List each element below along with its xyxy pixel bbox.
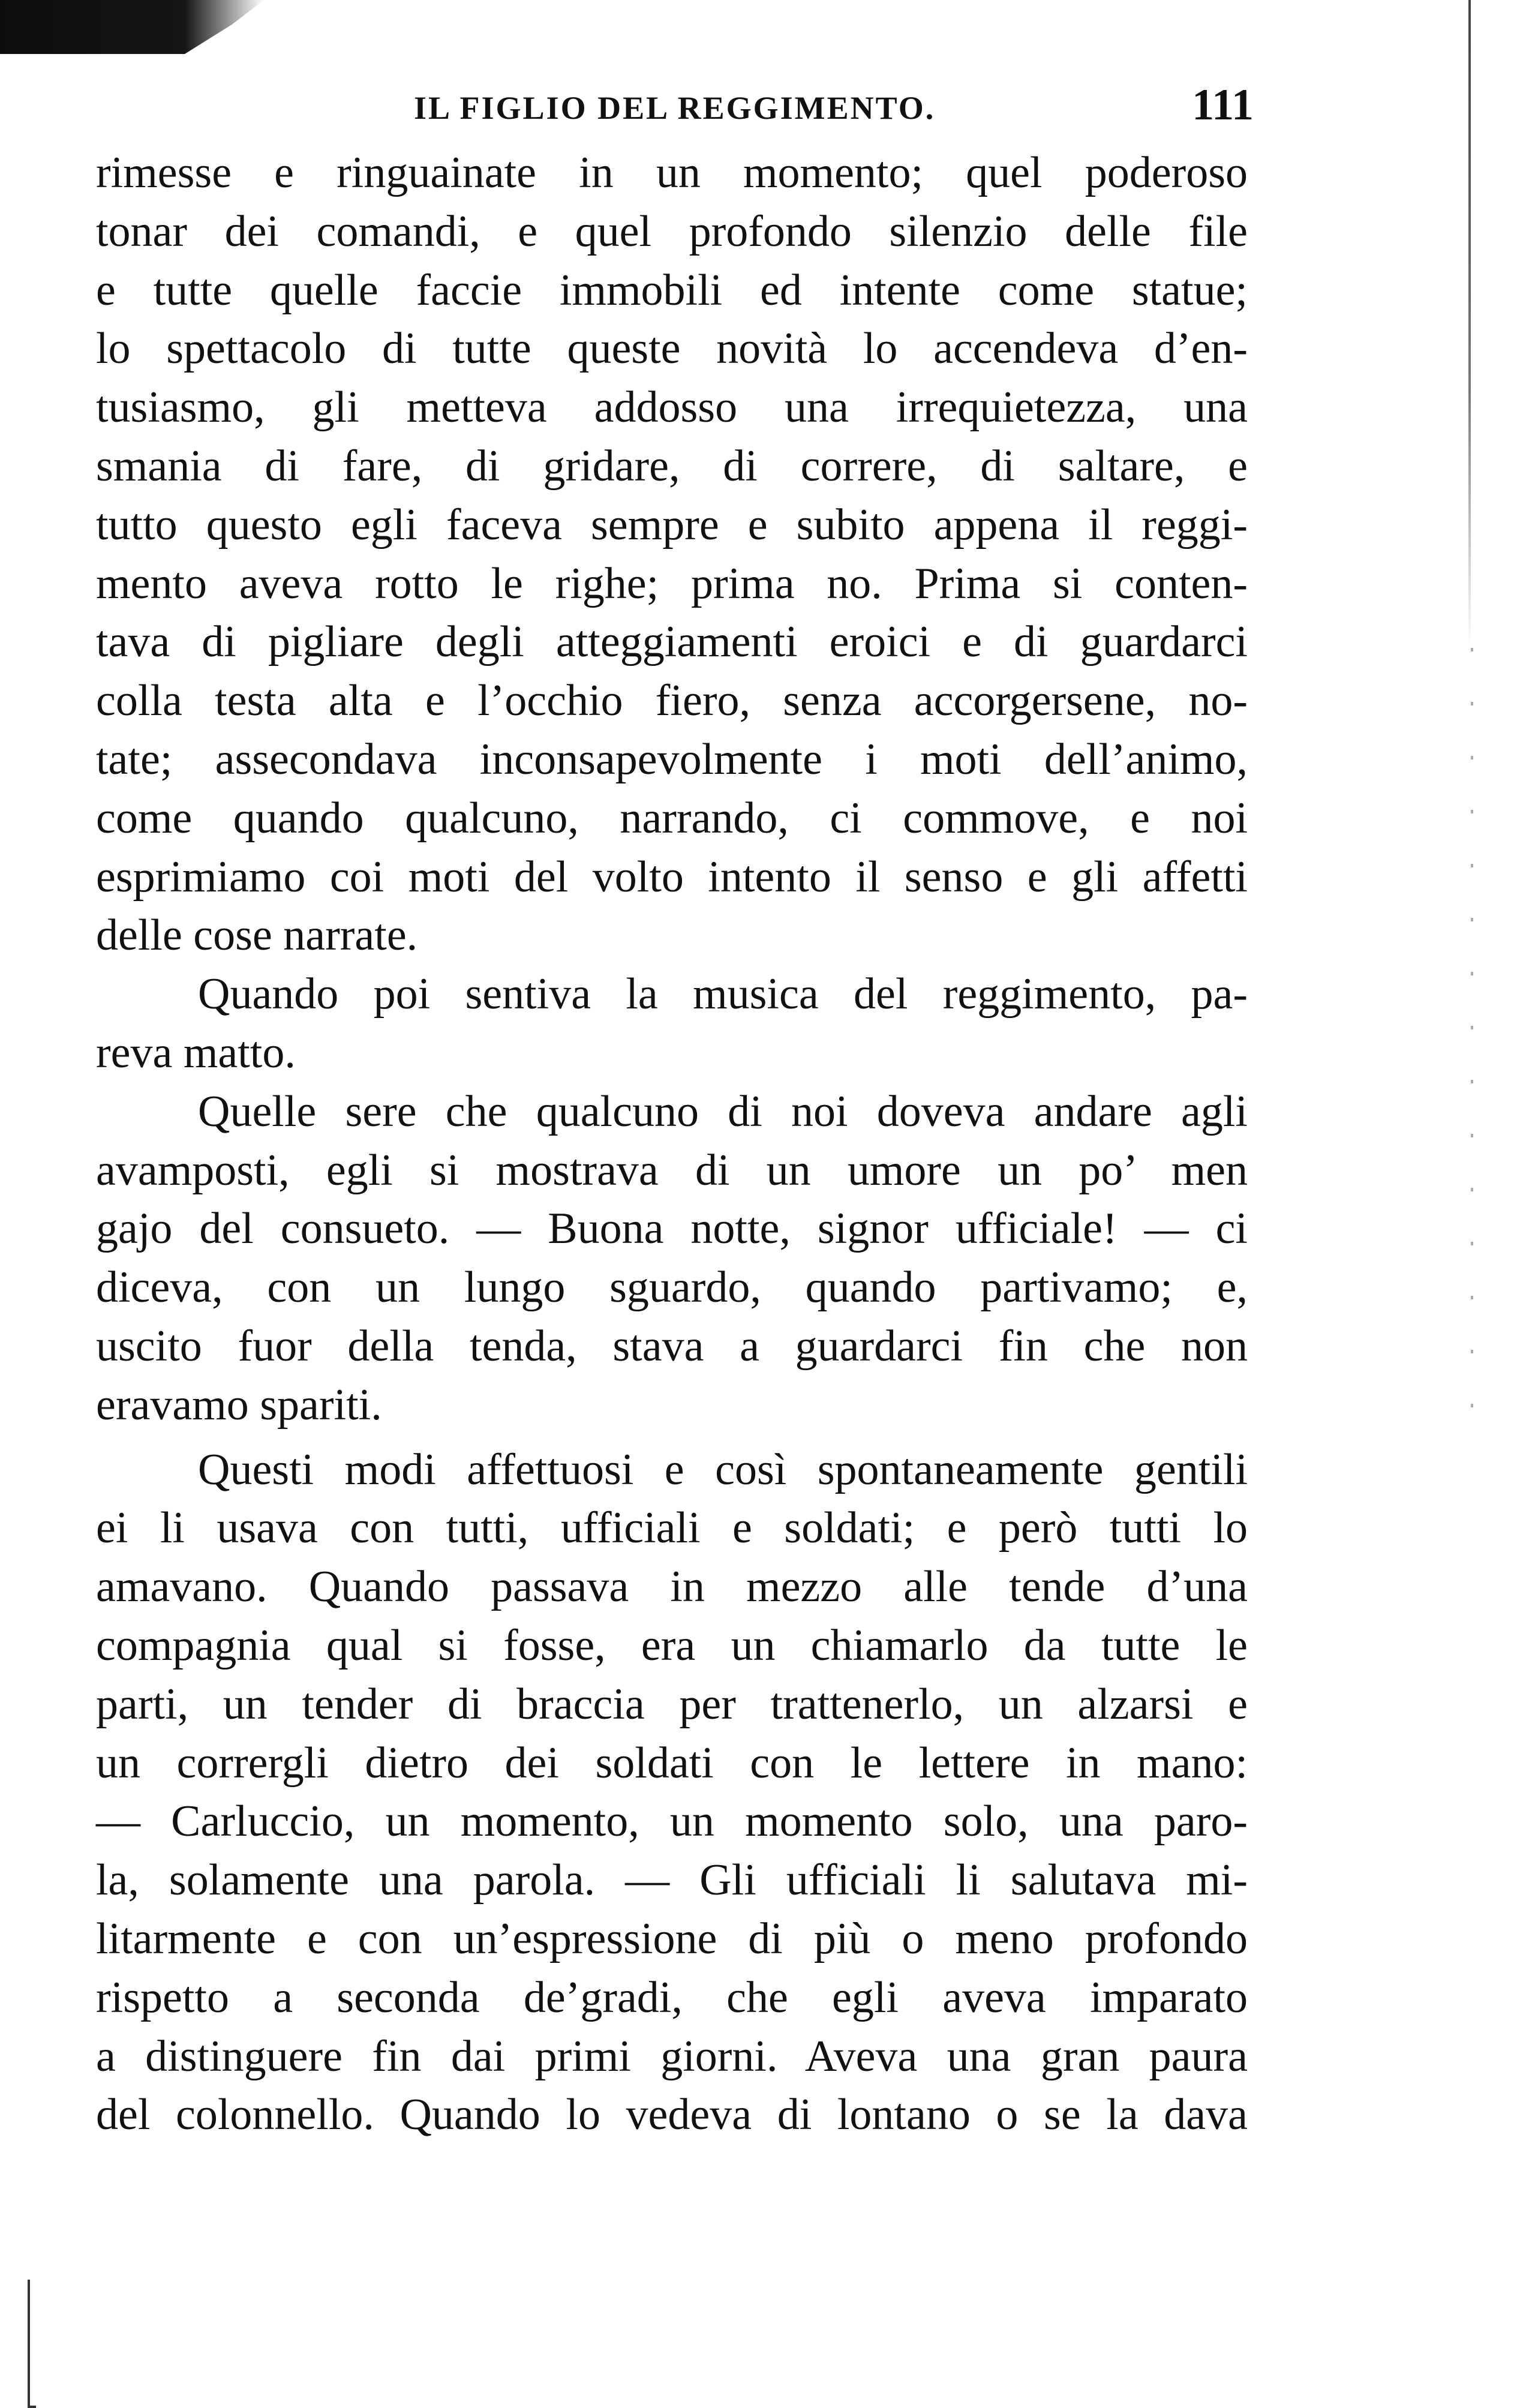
paragraph [96, 965, 1248, 1083]
text-line: amavano. Quando passava in mezzo alle tende d’una [96, 1562, 1248, 1612]
body-text [96, 144, 1248, 2145]
text-line: tusiasmo, gli metteva addosso una irrequietezza, una [96, 383, 1248, 433]
paragraph [96, 1083, 1248, 1435]
running-head: IL FIGLIO DEL REGGIMENTO. [414, 90, 936, 126]
paragraph [96, 144, 1248, 965]
text-line: tutto questo egli faceva sempre e subito appena il reggi- [96, 500, 1248, 550]
text-line: ei li usava con tutti, ufficiali e soldati; e però tutti lo [96, 1503, 1248, 1553]
text-line: colla testa alta e l’occhio fiero, senza accorgersene, no- [96, 676, 1248, 726]
text-line: del colonnello. Quando lo vedeva di lontano o se la dava [96, 2090, 1248, 2140]
text-line: rispetto a seconda de’gradi, che egli aveva imparato [96, 1972, 1248, 2022]
text-line: tava di pigliare degli atteggiamenti eroici e di guardarci [96, 617, 1248, 667]
text-line: un corrergli dietro dei soldati con le lettere in mano: [96, 1738, 1248, 1788]
paragraph [96, 1441, 1248, 2145]
text-line: e tutte quelle faccie immobili ed intente come statue; [96, 265, 1248, 315]
scan-artifact-bracket [28, 2280, 36, 2408]
text-line: Quando poi sentiva la musica del reggimento, pa- [198, 969, 1248, 1019]
paragraph-gap [96, 1435, 1248, 1441]
text-line: smania di fare, di gridare, di correre, di saltare, e [96, 441, 1248, 491]
text-line: litarmente e con un’espressione di più o meno profondo [96, 1914, 1248, 1963]
text-line: come quando qualcuno, narrando, ci commove, e noi [96, 793, 1248, 843]
text-line: la, solamente una parola. — Gli ufficiali li salutava mi- [96, 1855, 1248, 1905]
text-line: delle cose narrate. [96, 911, 418, 960]
text-line: eravamo spariti. [96, 1380, 382, 1430]
text-line: tate; assecondava inconsapevolmente i moti dell’animo, [96, 734, 1248, 784]
text-line: avamposti, egli si mostrava di un umore un po’ men [96, 1145, 1248, 1195]
text-line: gajo del consueto. — Buona notte, signor ufficiale! — ci [96, 1204, 1248, 1254]
text-line: lo spettacolo di tutte queste novità lo accendeva d’en- [96, 324, 1248, 374]
scan-artifact-edge [1468, 0, 1471, 648]
text-line: mento aveva rotto le righe; prima no. Prima si conten- [96, 559, 1248, 608]
text-line: Questi modi affettuosi e così spontaneamente gentili [198, 1445, 1248, 1494]
text-line: a distinguere fin dai primi giorni. Aveva una gran paura [96, 2031, 1248, 2081]
scan-artifact-corner [0, 0, 264, 54]
text-line: diceva, con un lungo sguardo, quando partivamo; e, [96, 1263, 1248, 1313]
scan-artifact-dots [1471, 648, 1473, 1428]
text-line: uscito fuor della tenda, stava a guardarci fin che non [96, 1321, 1248, 1371]
text-line: parti, un tender di braccia per trattenerlo, un alzarsi e [96, 1679, 1248, 1729]
text-line: Quelle sere che qualcuno di noi doveva andare agli [198, 1086, 1248, 1136]
text-line: compagnia qual si fosse, era un chiamarlo da tutte le [96, 1620, 1248, 1670]
page-number: 111 [1192, 80, 1254, 130]
text-line: — Carluccio, un momento, un momento solo, una paro- [96, 1797, 1248, 1846]
text-line: reva matto. [96, 1028, 296, 1077]
text-line: rimesse e ringuainate in un momento; quel poderoso [96, 148, 1248, 197]
text-line: esprimiamo coi moti del volto intento il senso e gli affetti [96, 852, 1248, 902]
text-line: tonar dei comandi, e quel profondo silenzio delle file [96, 206, 1248, 256]
